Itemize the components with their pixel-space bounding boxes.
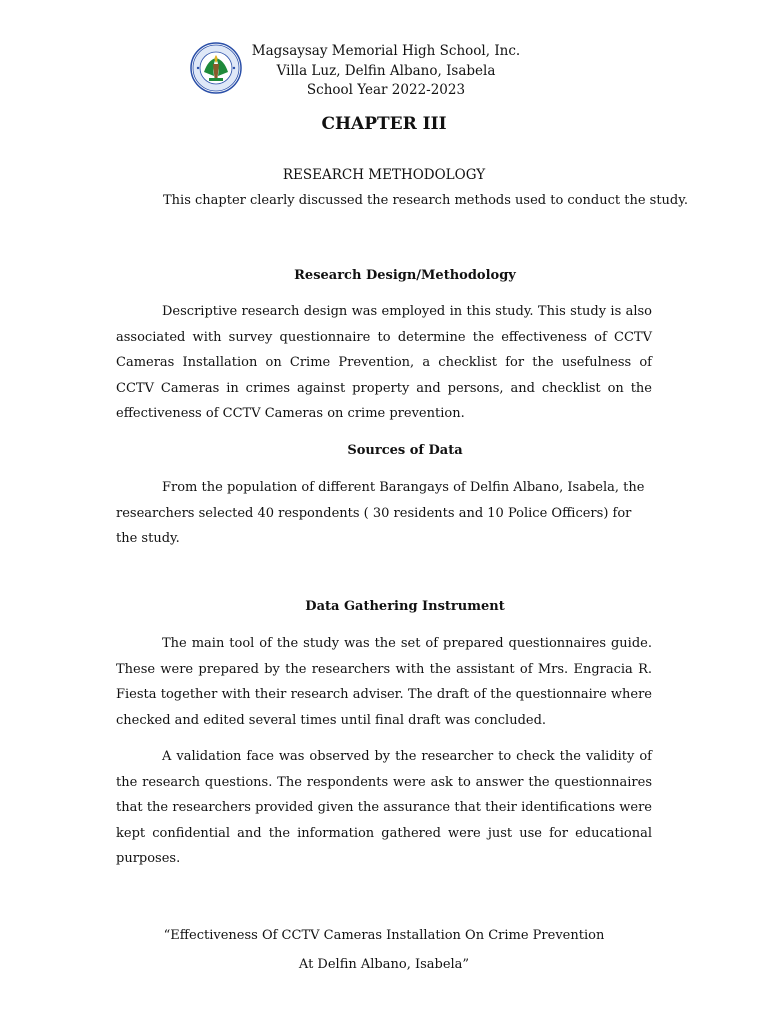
heading-sources-of-data: Sources of Data <box>347 443 463 458</box>
heading-research-design: Research Design/Methodology <box>294 268 516 283</box>
paragraph-sources-of-data: From the population of different Barangays of Delfin Albano, Isabela, the researchers selected 40 respondents ( 30 residents and 10 Police Officers) for the study. <box>116 480 645 546</box>
paragraph-instrument-2: A validation face was observed by the researcher to check the validity of the research questions. The respondents were ask to answer the questionnaires that the researchers provided given the assurance that their identifications were kept confidential and the information gathered were just use for educational purposes. <box>116 749 652 866</box>
heading-data-gathering-instrument: Data Gathering Instrument <box>305 599 505 614</box>
school-info <box>246 42 526 101</box>
paragraph-research-design: Descriptive research design was employed in this study. This study is also associated with survey questionnaire to determine the effectiveness of CCTV Cameras Installation on Crime Prevention, a checklist for the usefulness of CCTV Cameras in crimes against property and persons, and checklist on the effectiveness of CCTV Cameras on crime prevention. <box>116 304 652 421</box>
school-name: Magsaysay Memorial High School, Inc. <box>251 43 521 59</box>
chapter-title: CHAPTER III <box>321 114 447 134</box>
intro-text: This chapter clearly discussed the research methods used to conduct the study. <box>163 193 688 208</box>
footer-line-2: At Delfin Albano, Isabela” <box>298 957 470 972</box>
school-year: School Year 2022-2023 <box>306 82 466 98</box>
school-seal-icon <box>190 42 242 94</box>
paragraph-instrument-1: The main tool of the study was the set of prepared questionnaires guide. These were prepared by the researchers with the assistant of Mrs. Engracia R. Fiesta together with their research adviser. The draft of the questionnaire where checked and edited several times until final draft was concluded. <box>116 636 652 728</box>
school-address: Villa Luz, Delfin Albano, Isabela <box>276 62 496 79</box>
section-title: RESEARCH METHODOLOGY <box>282 167 486 183</box>
footer-study-title <box>0 921 768 979</box>
letterhead <box>0 42 768 112</box>
footer-line-1: “Effectiveness Of CCTV Cameras Installation On Crime Prevention <box>163 928 605 943</box>
